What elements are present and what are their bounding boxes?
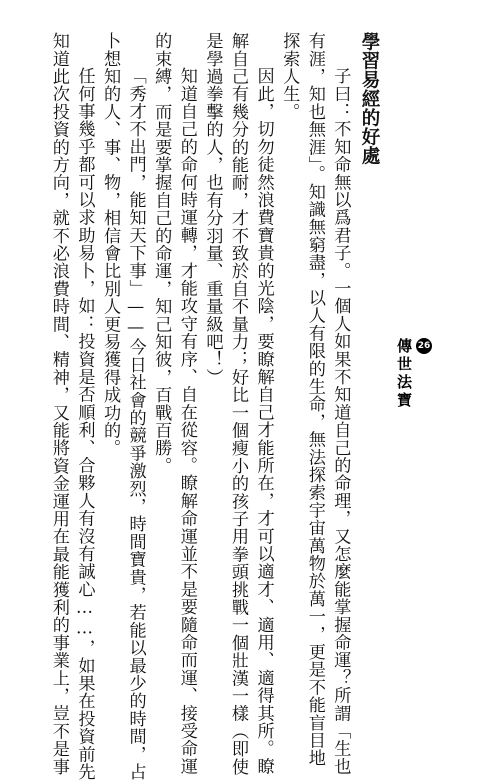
running-header: [395, 338, 432, 410]
paragraph-3-line-1: 知道自己的命何時運轉，才能攻守有序、自在從容。瞭解命運並不是要隨命而運、接受命運: [176, 67, 197, 775]
paragraph-4-line-2: 卜想知的人、事、物，相信會比別人更易獲得成功的。: [100, 32, 121, 457]
paragraph-2-line-2: 解自己有幾分的能耐，才不致於自不量力；好比一個瘦小的孩子用拳頭挑戰一個壯漢一樣（即使: [228, 32, 249, 776]
body-text: [45, 32, 382, 781]
section-title: 學習易經的好處: [359, 32, 380, 165]
paragraph-2-line-3: 是學過拳擊的人，也有分羽量、重量級吧！）: [202, 32, 223, 386]
paragraph-4-line-1: 「秀才不出門，能知天下事」——今日社會的競爭激烈，時間寶貴，若能以最少的時間，占: [125, 67, 146, 781]
paragraph-5-line-1: 任何事幾乎都可以求助易卜，如：投資是否順利、合夥人有沒有誠心……，如果在投資前先: [74, 67, 95, 781]
paragraph-1-line-2: 有涯，知也無涯」。知識無窮盡，以人有限的生命，無法探索宇宙萬物於萬一，更是不能盲目地: [304, 32, 325, 767]
paragraph-2-line-1: 因此，切勿徒然浪費寶貴的光陰，要瞭解自己才能所在，才可以適才、適用、適得其所。瞭: [253, 67, 274, 775]
paragraph-5-line-2: 知道此次投資的方向，就不必浪費時間、精神，又能將資金運用在最能獲利的事業上，豈不是事: [48, 32, 69, 776]
paragraph-1-line-1: 子曰：不知命無以爲君子。一個人如果不知道自己的命理，又怎麼能掌握命運？所謂「生也: [330, 67, 351, 775]
paragraph-1-line-3: 探索人生。: [279, 32, 300, 121]
paragraph-3-line-2: 的束縛，而是要掌握自己的命運，知己知彼，百戰百勝。: [151, 32, 172, 475]
page-number-badge: 26: [416, 338, 432, 354]
book-title: 傳世法寶: [395, 338, 413, 410]
